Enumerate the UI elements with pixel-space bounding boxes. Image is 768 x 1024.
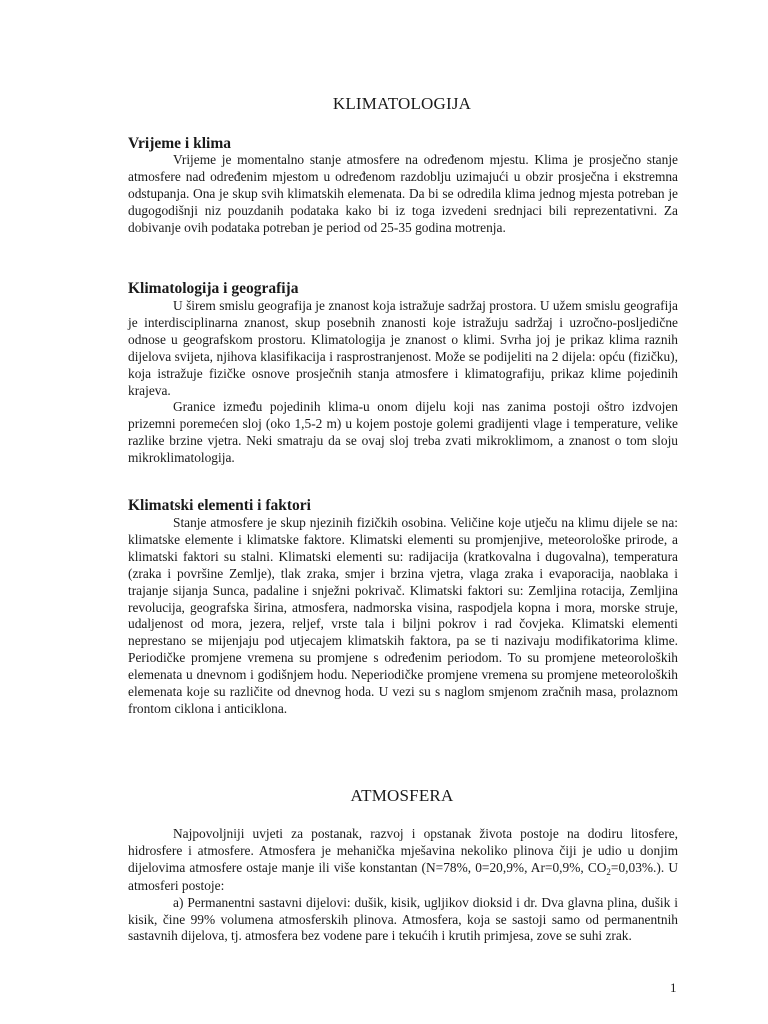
section-body-klimatologija-i-geografija	[128, 298, 678, 467]
section-body-atmosfera	[128, 826, 678, 945]
paragraph-atmosfera-intro	[128, 826, 678, 895]
section-title-atmosfera: ATMOSFERA	[350, 786, 454, 805]
text-run: =0,03%.). U atmosferi postoje:	[128, 859, 678, 893]
section-body-klimatski-elementi-i-faktori	[128, 515, 678, 718]
paragraph: Vrijeme je momentalno stanje atmosfere na određenom mjestu. Klima je prosječno stanje atmosfere nad određenim mjestom u određenom razdoblju uzimajući u obzir prosječna i ekstremna odstupanja. Ona je skup svih klimatskih elemenata. Da bi se odredila klima jednog mjesta potreban je dugogodišnji niz pouzdanih podataka kako bi iz toga izvedeni srednjaci bili reprezentativni. Za dobivanje ovih podataka potreban je period od 25-35 godina motrenja.	[128, 152, 678, 235]
paragraph: Stanje atmosfere je skup njezinih fizičkih osobina. Veličine koje utječu na klimu dijele se na: klimatske elemente i klimatske faktore. Klimatski elementi su promjenjive, meteorološke prirode, a klimatski faktori su stalni. Klimatski elementi su: radijacija (kratkovalna i dugovalna), temperatura (zraka i površine Zemlje), tlak zraka, smjer i brzina vjetra, vlaga zraka i evaporacija, naoblaka i trajanje sijanja Sunca, padaline i snježni pokrivač. Klimatski faktori su: Zemljina rotacija, Zemljina revolucija, geografska širina, atmosfera, nadmorska visina, raspodjela kopna i mora, morske struje, udaljenost od mora, jezera, reljef, vrste tala i biljni pokrov i rad čovjeka. Klimatski elementi neprestano se mijenjaju pod utjecajem klimatskih faktora, pa se ti nazivaju modifikatorima klime. Periodičke promjene vremena su promjene s određenim periodom. To su promjene meteoroloških elemenata u dnevnom i godišnjem hodu. Neperiodičke promjene vremena su promjene meteoroloških elemenata koje su različite od dnevnog hoda. U vezi su s naglom smjenom zračnih masa, prolaznom frontom ciklona i anticiklona.	[128, 515, 678, 716]
paragraph: Granice između pojedinih klima-u onom dijelu koji nas zanima postoji oštro izdvojen prizemni poremećen sloj (oko 1,5-2 m) u kojem postoje golemi gradijenti vlage i temperature, velike razlike brzine vjetra. Neki smatraju da se ovaj sloj treba zvati mikroklimom, a znanost o tom sloju mikroklimatologija.	[128, 399, 678, 466]
section-heading-vrijeme-i-klima: Vrijeme i klima	[128, 135, 232, 152]
page-number: 1	[670, 980, 677, 995]
section-heading-klimatski-elementi-i-faktori: Klimatski elementi i faktori	[128, 497, 311, 514]
paragraph: U širem smislu geografija je znanost koja istražuje sadržaj prostora. U užem smislu geografija je interdisciplinarna znanost, skup posebnih znanosti koje istražuju sadržaj i uzročno-posljedične odnose u geografskom prostoru. Klimatologija je znanost o klimi. Svrha joj je prikaz klima raznih dijelova svijeta, njihova klasifikacija i rasprostranjenost. Može se podijeliti na 2 dijela: opću (fizičku), koja istražuje fizičke osnove prosječnih stanja atmosfere i klimatografiju, prikaz klime pojedinih krajeva.	[128, 298, 678, 398]
subscript: 2	[606, 866, 611, 877]
document-title: KLIMATOLOGIJA	[332, 94, 472, 113]
paragraph-permanent-components: a) Permanentni sastavni dijelovi: dušik, kisik, ugljikov dioksid i dr. Dva glavna plina, dušik i kisik, čine 99% volumena atmosferskih plinova. Atmosfera, koja se sastoji samo od permanentnih sastavnih dijelova, tj. atmosfera bez vodene pare i tekućih i krutih primjesa, zove se suhi zrak.	[128, 894, 678, 944]
section-heading-klimatologija-i-geografija: Klimatologija i geografija	[128, 280, 299, 297]
text-run: Najpovoljniji uvjeti za postanak, razvoj i opstanak života postoje na dodiru litosfere, hidrosfere i atmosfere. Atmosfera je mehanička mješavina nekoliko plinova čiji je udio u donjim dijelovima atmosfere ostaje manje ili više konstantan (N=78%, 0=20,9%, Ar=0,9%, CO	[128, 826, 678, 875]
section-body-vrijeme-i-klima	[128, 152, 678, 237]
